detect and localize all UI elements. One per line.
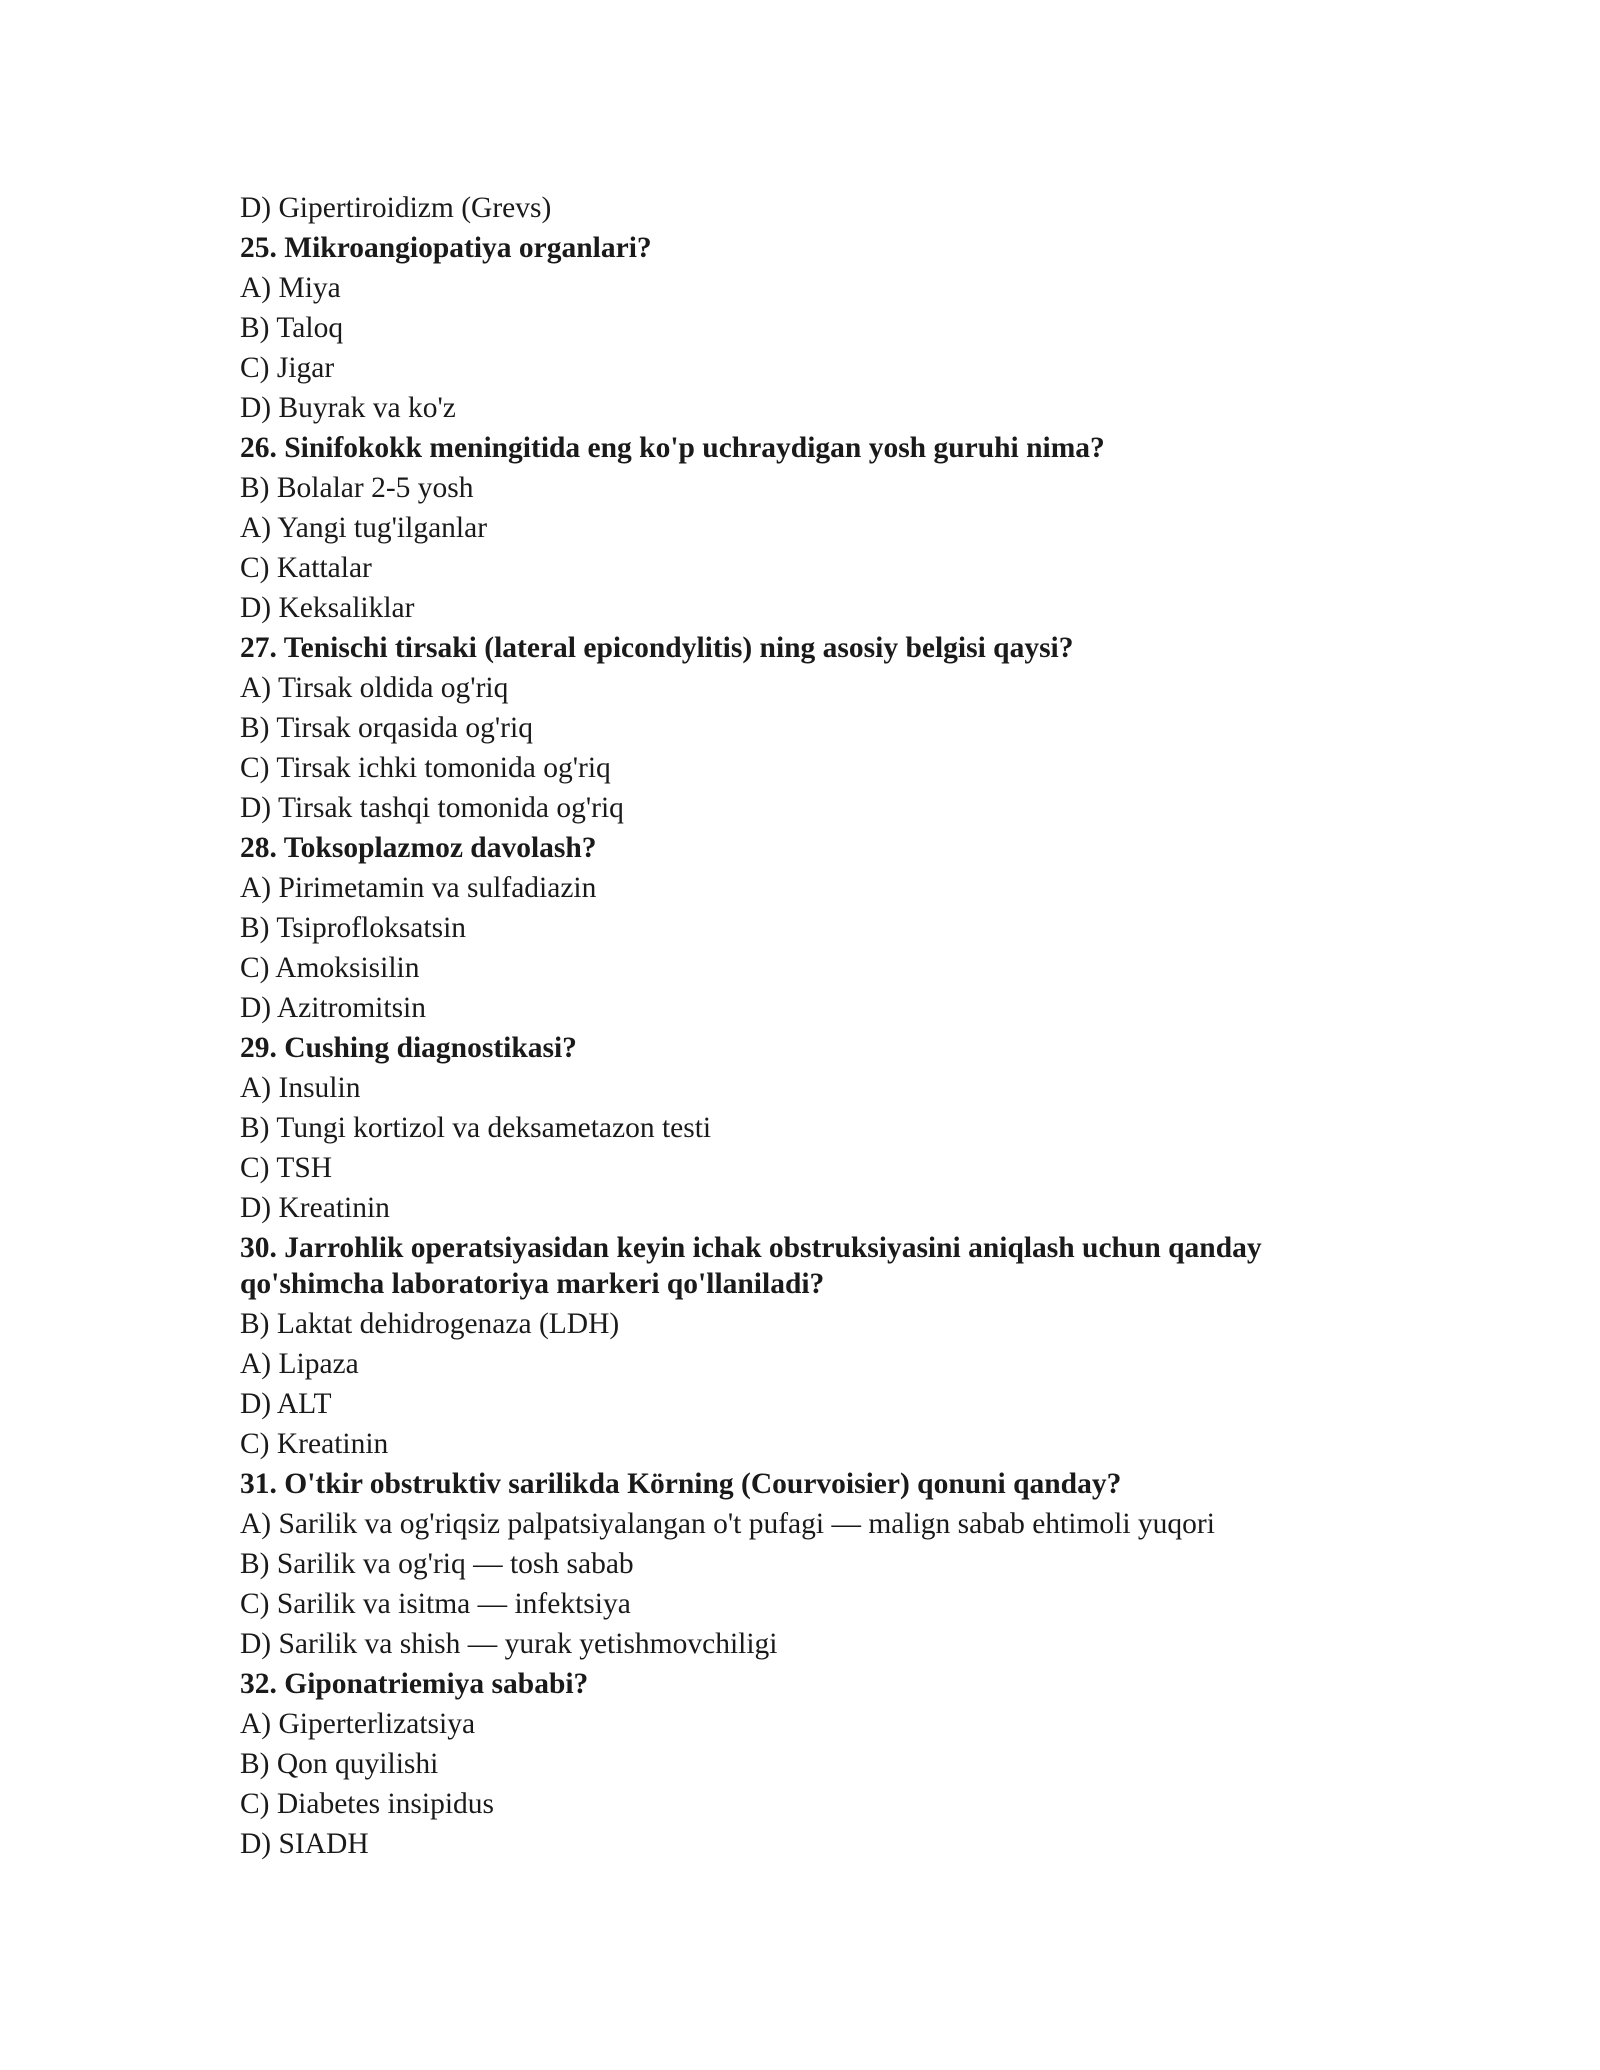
question-heading: 32. Giponatriemiya sababi? — [240, 1668, 589, 1700]
question-heading: 26. Sinifokokk meningitida eng ko'p uchraydigan yosh guruhi nima? — [240, 432, 1105, 464]
answer-option: C) Kattalar — [240, 552, 372, 584]
question-heading: 31. O'tkir obstruktiv sarilikda Körning (Courvoisier) qonuni qanday? — [240, 1468, 1122, 1500]
answer-option: C) Jigar — [240, 352, 335, 384]
answer-option: A) Tirsak oldida og'riq — [240, 672, 509, 704]
question-heading: 25. Mikroangiopatiya organlari? — [240, 232, 652, 264]
answer-option: D) Sarilik va shish — yurak yetishmovchiligi — [240, 1628, 778, 1660]
answer-option: C) Kreatinin — [240, 1428, 389, 1460]
answer-option: A) Lipaza — [240, 1348, 359, 1380]
answer-option: B) Bolalar 2-5 yosh — [240, 472, 474, 504]
answer-option: C) Sarilik va isitma — infektsiya — [240, 1588, 631, 1620]
answer-option: A) Insulin — [240, 1072, 361, 1104]
document-page — [240, 188, 1400, 1864]
answer-option: B) Tungi kortizol va deksametazon testi — [240, 1112, 712, 1144]
answer-option: C) TSH — [240, 1152, 333, 1184]
question-heading: 29. Cushing diagnostikasi? — [240, 1032, 577, 1064]
question-heading: 30. Jarrohlik operatsiyasidan keyin ichak obstruksiyasini aniqlash uchun qanday qo'shimcha laboratoriya markeri qo'llaniladi? — [240, 1232, 1262, 1300]
answer-option: D) Keksaliklar — [240, 592, 415, 624]
answer-option: D) Tirsak tashqi tomonida og'riq — [240, 792, 624, 824]
answer-option: A) Yangi tug'ilganlar — [240, 512, 488, 544]
answer-option: D) ALT — [240, 1388, 332, 1420]
answer-option: B) Tsiprofloksatsin — [240, 912, 467, 944]
answer-option: B) Tirsak orqasida og'riq — [240, 712, 533, 744]
answer-option: B) Laktat dehidrogenaza (LDH) — [240, 1308, 620, 1340]
answer-option: D) Azitromitsin — [240, 992, 427, 1024]
answer-option: B) Qon quyilishi — [240, 1748, 439, 1780]
answer-option: C) Amoksisilin — [240, 952, 420, 984]
answer-option: D) Buyrak va ko'z — [240, 392, 456, 424]
answer-option: C) Tirsak ichki tomonida og'riq — [240, 752, 611, 784]
answer-option: C) Diabetes insipidus — [240, 1788, 495, 1820]
answer-option: A) Sarilik va og'riqsiz palpatsiyalangan o't pufagi — malign sabab ehtimoli yuqori — [240, 1508, 1215, 1540]
question-heading: 28. Toksoplazmoz davolash? — [240, 832, 597, 864]
answer-option: D) Gipertiroidizm (Grevs) — [240, 192, 552, 224]
answer-option: B) Taloq — [240, 312, 344, 344]
answer-option: D) SIADH — [240, 1828, 369, 1860]
answer-option: D) Kreatinin — [240, 1192, 390, 1224]
answer-option: A) Pirimetamin va sulfadiazin — [240, 872, 597, 904]
answer-option: B) Sarilik va og'riq — tosh sabab — [240, 1548, 634, 1580]
answer-option: A) Giperterlizatsiya — [240, 1708, 476, 1740]
question-heading: 27. Tenischi tirsaki (lateral epicondylitis) ning asosiy belgisi qaysi? — [240, 632, 1074, 664]
answer-option: A) Miya — [240, 272, 341, 304]
